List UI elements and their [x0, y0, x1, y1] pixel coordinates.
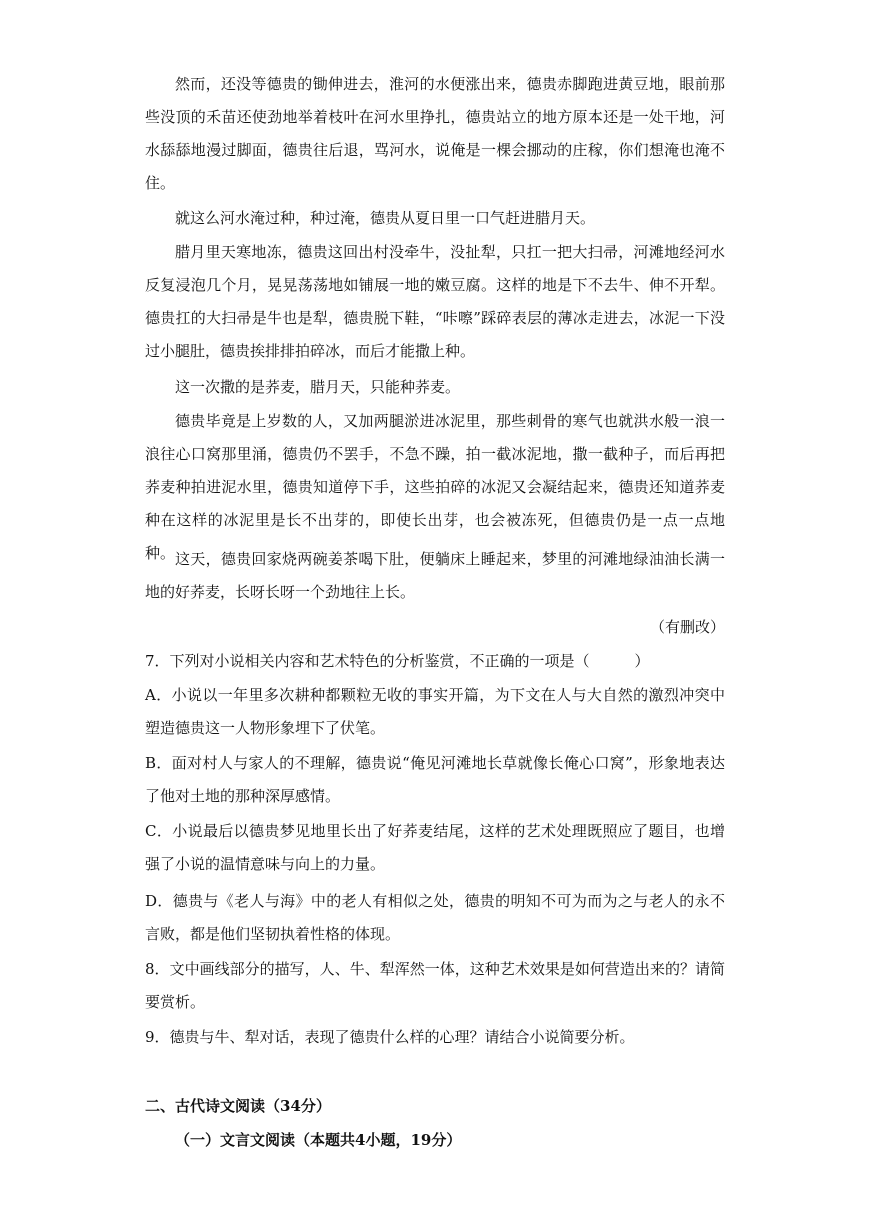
story-paragraph-5: 德贵毕竟是上岁数的人，又加两腿淤进冰泥里，那些刺骨的寒气也就洪水般一浪一浪往心口窝那里涌，德贵仍不罢手，不急不躁，拍一截冰泥地，撒一截种子，而后再把荞麦种拍进泥水里，德贵知道停下手，这些拍碎的冰泥又会凝结起来，德贵还知道荞麦种在这样的冰泥里是长不出芽的，即使长出芽，也会被冻死，但德贵仍是一点一点地种。: [145, 412, 725, 562]
section-title: 二、古代诗文阅读（34分）: [145, 1097, 331, 1115]
question-8: 8．文中画线部分的描写，人、牛、犁浑然一体，这种艺术效果是如何营造出来的？请简要赏析。: [145, 960, 725, 1011]
story-paragraph-1: 然而，还没等德贵的锄伸进去，淮河的水便涨出来，德贵赤脚跑进黄豆地，眼前那些没顶的禾苗还使劲地举着枝叶在河水里挣扎，德贵站立的地方原本还是一处干地，河水舔舔地漫过脚面，德贵往后退，骂河水，说俺是一棵会挪动的庄稼，你们想淹也淹不住。: [145, 75, 725, 192]
option-d: D．德贵与《老人与海》中的老人有相似之处，德贵的明知不可为而为之与老人的永不言败，都是他们坚韧执着性格的体现。: [145, 892, 725, 943]
option-b: B．面对村人与家人的不理解，德贵说“俺见河滩地长草就像长俺心口窝”，形象地表达了他对土地的那种深厚感情。: [145, 754, 725, 805]
story-paragraph-3: 腊月里天寒地冻，德贵这回出村没牵牛，没扯犁，只扛一把大扫帚，河滩地经河水反复浸泡几个月，晃晃荡荡地如铺展一地的嫩豆腐。这样的地是下不去牛、伸不开犁。德贵扛的大扫帚是牛也是犁，德贵脱下鞋，“咔嚓”踩碎表层的薄冰走进去，冰泥一下没过小腿肚，德贵挨排排拍碎冰，而后才能撒上种。: [145, 243, 725, 360]
option-c: C．小说最后以德贵梦见地里长出了好荞麦结尾，这样的艺术处理既照应了题目，也增强了小说的温情意味与向上的力量。: [145, 822, 725, 873]
story-paragraph-6: 这天，德贵回家烧两碗姜茶喝下肚，便躺床上睡起来，梦里的河滩地绿油油长满一地的好荞麦，长呀长呀一个劲地往上长。: [145, 550, 725, 601]
source-note: （有删改）: [649, 618, 725, 636]
story-paragraph-4: 这一次撒的是荞麦，腊月天，只能种荞麦。: [175, 378, 461, 396]
story-paragraph-2: 就这么河水淹过种，种过淹，德贵从夏日里一口气赶进腊月天。: [175, 209, 596, 227]
question-9: 9．德贵与牛、犁对话，表现了德贵什么样的心理？请结合小说简要分析。: [145, 1028, 635, 1046]
question-7: 7．下列对小说相关内容和艺术特色的分析鉴赏，不正确的一项是（ ）: [145, 652, 650, 670]
section-subtitle: （一）文言文阅读（本题共4小题，19分）: [175, 1131, 462, 1149]
option-a: A．小说以一年里多次耕种都颗粒无收的事实开篇，为下文在人与大自然的激烈冲突中塑造德贵这一人物形象埋下了伏笔。: [145, 686, 725, 737]
